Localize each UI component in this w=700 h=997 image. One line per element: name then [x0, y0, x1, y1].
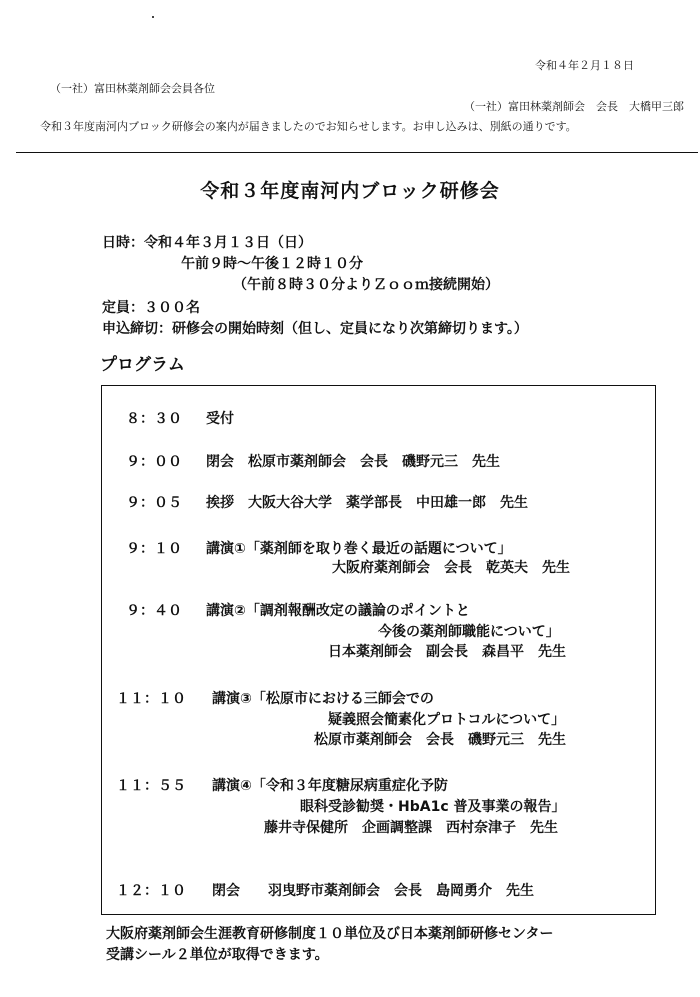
- program-time: ９：０５: [126, 495, 182, 511]
- program-text: 講演④「令和３年度糖尿病重症化予防: [212, 778, 448, 794]
- program-item: [116, 775, 448, 795]
- datetime-line2: 午前９時～午後１２時１０分: [181, 256, 363, 272]
- program-subline: 松原市薬剤師会 会長 磯野元三 先生: [314, 732, 566, 748]
- program-time: １１：１０: [116, 691, 186, 707]
- program-time: ９：１０: [126, 541, 182, 557]
- program-text: 講演③「松原市における三師会での: [212, 691, 434, 707]
- program-text: 受付: [206, 411, 234, 427]
- deadline: 申込締切：研修会の開始時刻（但し、定員になり次第締切ります。）: [102, 321, 528, 337]
- program-item: [126, 408, 234, 428]
- program-subline: 大阪府薬剤師会 会長 乾英夫 先生: [332, 560, 570, 576]
- program-time: ８：３０: [126, 411, 182, 427]
- program-subline: 疑義照会簡素化プロトコルについて」: [328, 712, 566, 728]
- addressee: （一社）富田林薬剤師会会員各位: [50, 82, 215, 95]
- program-subline: 日本薬剤師会 副会長 森昌平 先生: [328, 644, 566, 660]
- page-title: 令和３年度南河内ブロック研修会: [200, 180, 500, 202]
- datetime-line3: （午前８時３０分よりＺｏｏｍ接続開始）: [233, 277, 499, 293]
- program-subline: 今後の薬剤師職能について」: [378, 624, 560, 640]
- program-text: 閉会 羽曳野市薬剤師会 会長 島岡勇介 先生: [212, 883, 534, 899]
- program-item: [126, 538, 512, 558]
- program-time: １１：５５: [116, 778, 186, 794]
- notice-text: 令和３年度南河内ブロック研修会の案内が届きましたのでお知らせします。お申し込みは、別紙の通りです。: [40, 120, 577, 133]
- program-time: １２：１０: [116, 883, 186, 899]
- program-text: 講演①「薬剤師を取り巻く最近の話題について」: [206, 541, 512, 557]
- program-time: ９：４０: [126, 603, 182, 619]
- footer-line2: 受講シール２単位が取得できます。: [106, 947, 329, 963]
- footer-line1: 大阪府薬剤師会生涯教育研修制度１０単位及び日本薬剤師研修センター: [106, 926, 554, 942]
- program-heading: プログラム: [100, 355, 185, 375]
- program-item: [126, 600, 470, 620]
- program-item: [116, 688, 434, 708]
- sender: （一社）富田林薬剤師会 会長 大橋甲三郎: [464, 100, 684, 113]
- program-subline: 藤井寺保健所 企画調整課 西村奈津子 先生: [264, 820, 558, 836]
- program-text: 挨拶 大阪大谷大学 薬学部長 中田雄一郎 先生: [206, 495, 528, 511]
- program-item: [126, 492, 528, 512]
- datetime-line1: 日時：令和４年３月１３日（日）: [102, 235, 312, 251]
- program-time: ９：００: [126, 454, 182, 470]
- scan-speck: [152, 16, 154, 18]
- document-date: 令和４年２月１８日: [535, 59, 634, 72]
- capacity: 定員：３００名: [102, 300, 200, 316]
- program-text: 講演②「調剤報酬改定の議論のポイントと: [206, 603, 470, 619]
- program-item: [126, 451, 500, 471]
- program-subline: 眼科受診勧奨・HbA1c 普及事業の報告」: [300, 799, 566, 815]
- program-text: 閉会 松原市薬剤師会 会長 磯野元三 先生: [206, 454, 500, 470]
- divider: [16, 152, 698, 153]
- program-item: [116, 880, 534, 900]
